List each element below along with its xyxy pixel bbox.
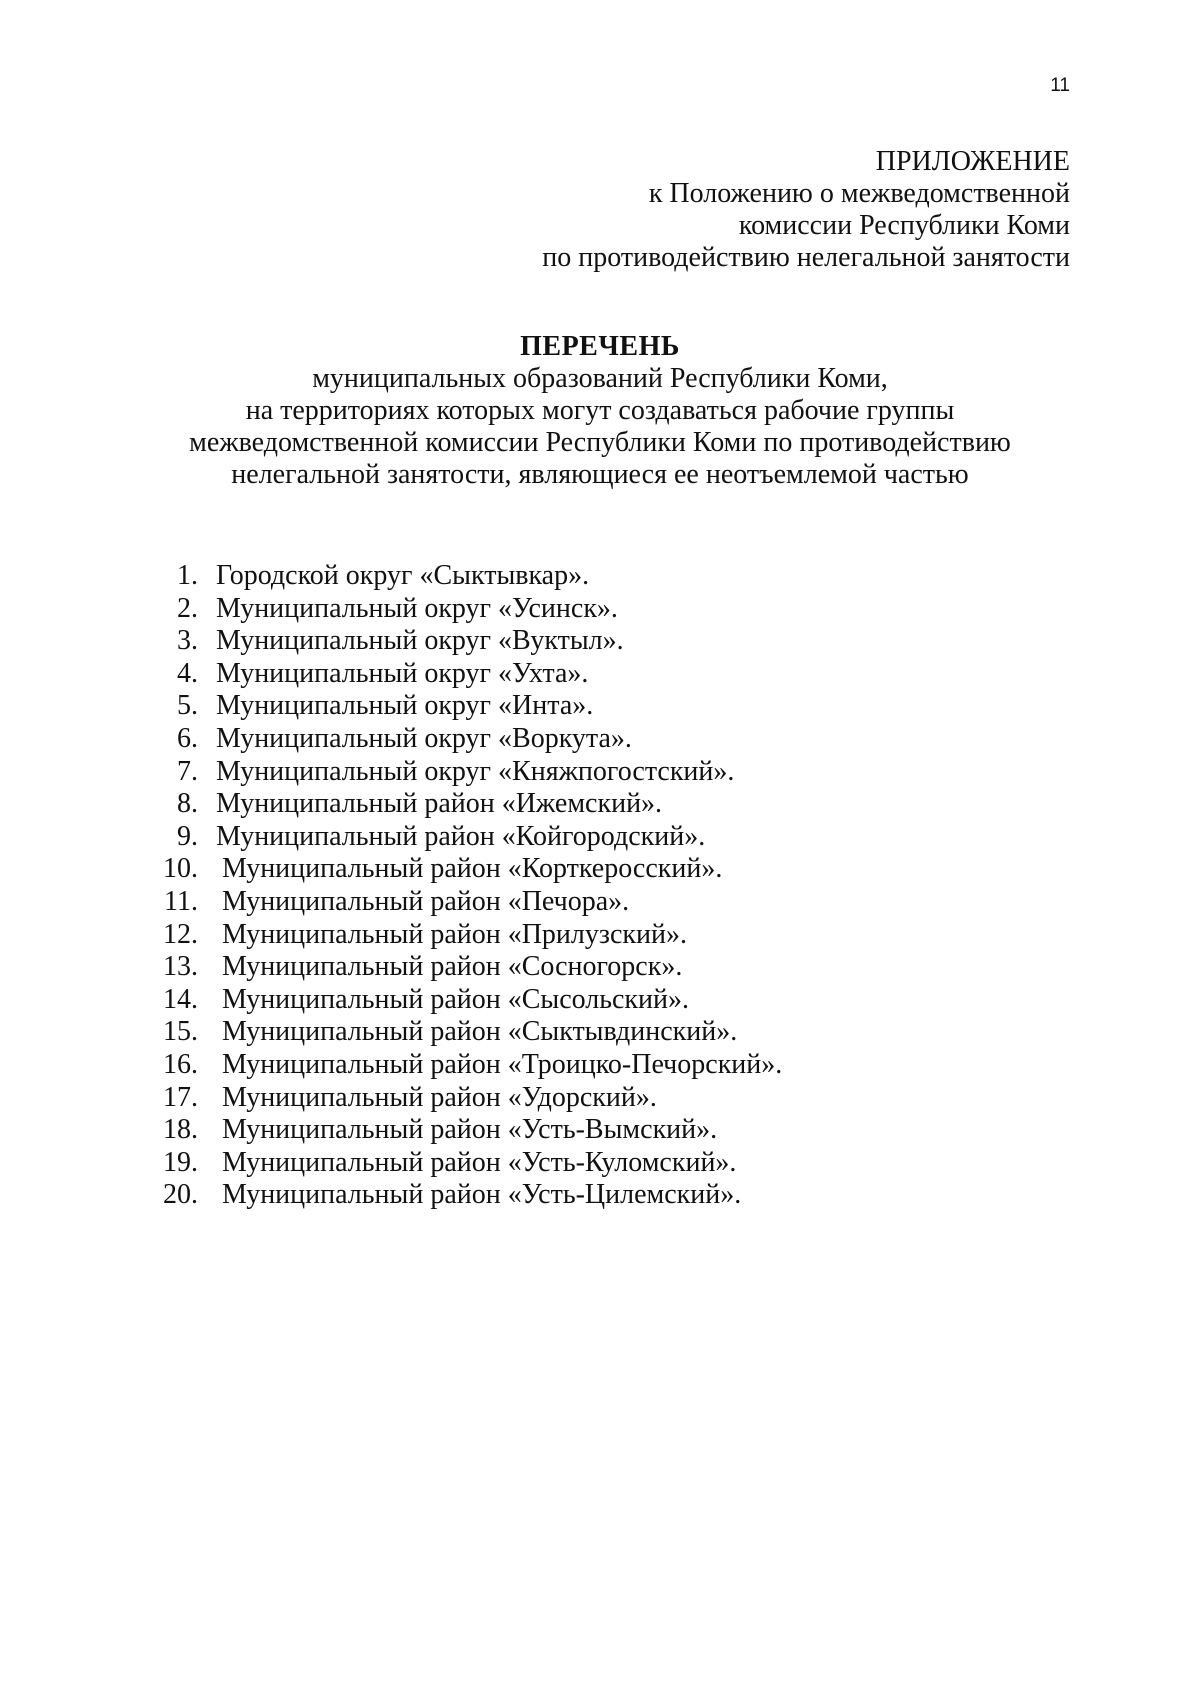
list-item-number: 9. <box>177 820 198 852</box>
list-item-text: Муниципальный район «Сыктывдинский». <box>222 1016 738 1048</box>
list-item-number: 20. <box>163 1179 198 1211</box>
list-item-number: 1. <box>177 560 198 591</box>
list-item-number: 11. <box>164 885 198 917</box>
list-item-number: 4. <box>177 657 198 689</box>
list-item-text: Муниципальный район «Удорский». <box>222 1081 657 1113</box>
list-item-text: Муниципальный район «Ижемский». <box>216 788 663 820</box>
list-item <box>150 755 735 789</box>
list-item-number: 5. <box>177 690 198 722</box>
appendix-line: по противодействию нелегальной занятости <box>542 242 1070 273</box>
list-item-text: Муниципальный район «Троицко-Печорский». <box>222 1048 783 1080</box>
list-item <box>150 820 706 854</box>
list-item-number: 2. <box>177 592 198 624</box>
list-item <box>150 951 683 984</box>
list-item <box>150 918 687 952</box>
document-subtitle-line: муниципальных образований Республики Коми, <box>312 363 888 394</box>
page-number: 11 <box>1050 75 1070 96</box>
list-item-number: 10. <box>163 853 198 885</box>
list-item <box>150 560 590 593</box>
list-item-text: Муниципальный район «Сысольский». <box>222 983 690 1015</box>
list-item-text: Муниципальный округ «Инта». <box>216 690 594 722</box>
list-item-number: 12. <box>163 918 198 950</box>
list-item <box>150 657 589 691</box>
list-item-number: 3. <box>177 625 198 657</box>
list-item <box>150 885 630 919</box>
list-item-text: Городской округ «Сыктывкар». <box>216 560 590 591</box>
appendix-block <box>542 146 1070 274</box>
list-item-text: Муниципальный округ «Княжпогостский». <box>216 755 735 787</box>
list-item <box>150 1114 718 1147</box>
list-item-text: Муниципальный район «Усть-Куломский». <box>222 1146 737 1178</box>
list-item-number: 18. <box>163 1114 198 1146</box>
list-item-number: 16. <box>163 1048 198 1080</box>
list-item <box>150 722 632 756</box>
list-item-text: Муниципальный район «Печора». <box>222 885 630 917</box>
document-subtitle-line: нелегальной занятости, являющиеся ее неотъемлемой частью <box>231 459 969 490</box>
document-subtitle-line: межведомственной комиссии Республики Коми по противодействию <box>189 427 1011 458</box>
list-item-number: 15. <box>163 1016 198 1048</box>
list-item-number: 7. <box>177 755 198 787</box>
list-item <box>150 690 594 723</box>
list-item <box>150 983 690 1017</box>
document-title-block <box>0 331 1200 491</box>
list-item <box>150 853 723 886</box>
appendix-title: ПРИЛОЖЕНИЕ <box>875 146 1070 177</box>
list-item-text: Муниципальный район «Усть-Цилемский». <box>222 1179 742 1211</box>
list-item-text: Муниципальный округ «Ухта». <box>216 657 589 689</box>
list-item <box>150 1016 738 1049</box>
list-item-number: 8. <box>177 788 198 820</box>
list-item <box>150 1146 737 1180</box>
list-item-number: 17. <box>163 1081 198 1113</box>
list-item <box>150 788 663 821</box>
list-item-text: Муниципальный район «Сосногорск». <box>222 951 683 983</box>
list-item <box>150 592 618 626</box>
list-item-number: 19. <box>163 1146 198 1178</box>
list-item <box>150 1048 783 1082</box>
list-item-text: Муниципальный округ «Вуктыл». <box>216 625 624 657</box>
list-item-text: Муниципальный район «Корткеросский». <box>222 853 723 885</box>
appendix-line: к Положению о межведомственной <box>648 178 1070 209</box>
list-item-number: 13. <box>163 951 198 983</box>
list-item <box>150 1081 657 1115</box>
municipality-list <box>150 560 783 1212</box>
list-item-text: Муниципальный район «Прилузский». <box>222 918 687 950</box>
list-item-number: 14. <box>163 983 198 1015</box>
list-item-text: Муниципальный округ «Воркута». <box>216 722 632 754</box>
list-item <box>150 625 624 658</box>
appendix-line: комиссии Республики Коми <box>738 210 1070 241</box>
list-item-number: 6. <box>177 722 198 754</box>
list-item-text: Муниципальный район «Койгородский». <box>216 820 706 852</box>
list-item-text: Муниципальный округ «Усинск». <box>216 592 618 624</box>
document-subtitle-line: на территориях которых могут создаваться рабочие группы <box>245 395 955 426</box>
list-item-text: Муниципальный район «Усть-Вымский». <box>222 1114 718 1146</box>
list-item <box>150 1179 742 1212</box>
document-heading: ПЕРЕЧЕНЬ <box>520 331 680 362</box>
